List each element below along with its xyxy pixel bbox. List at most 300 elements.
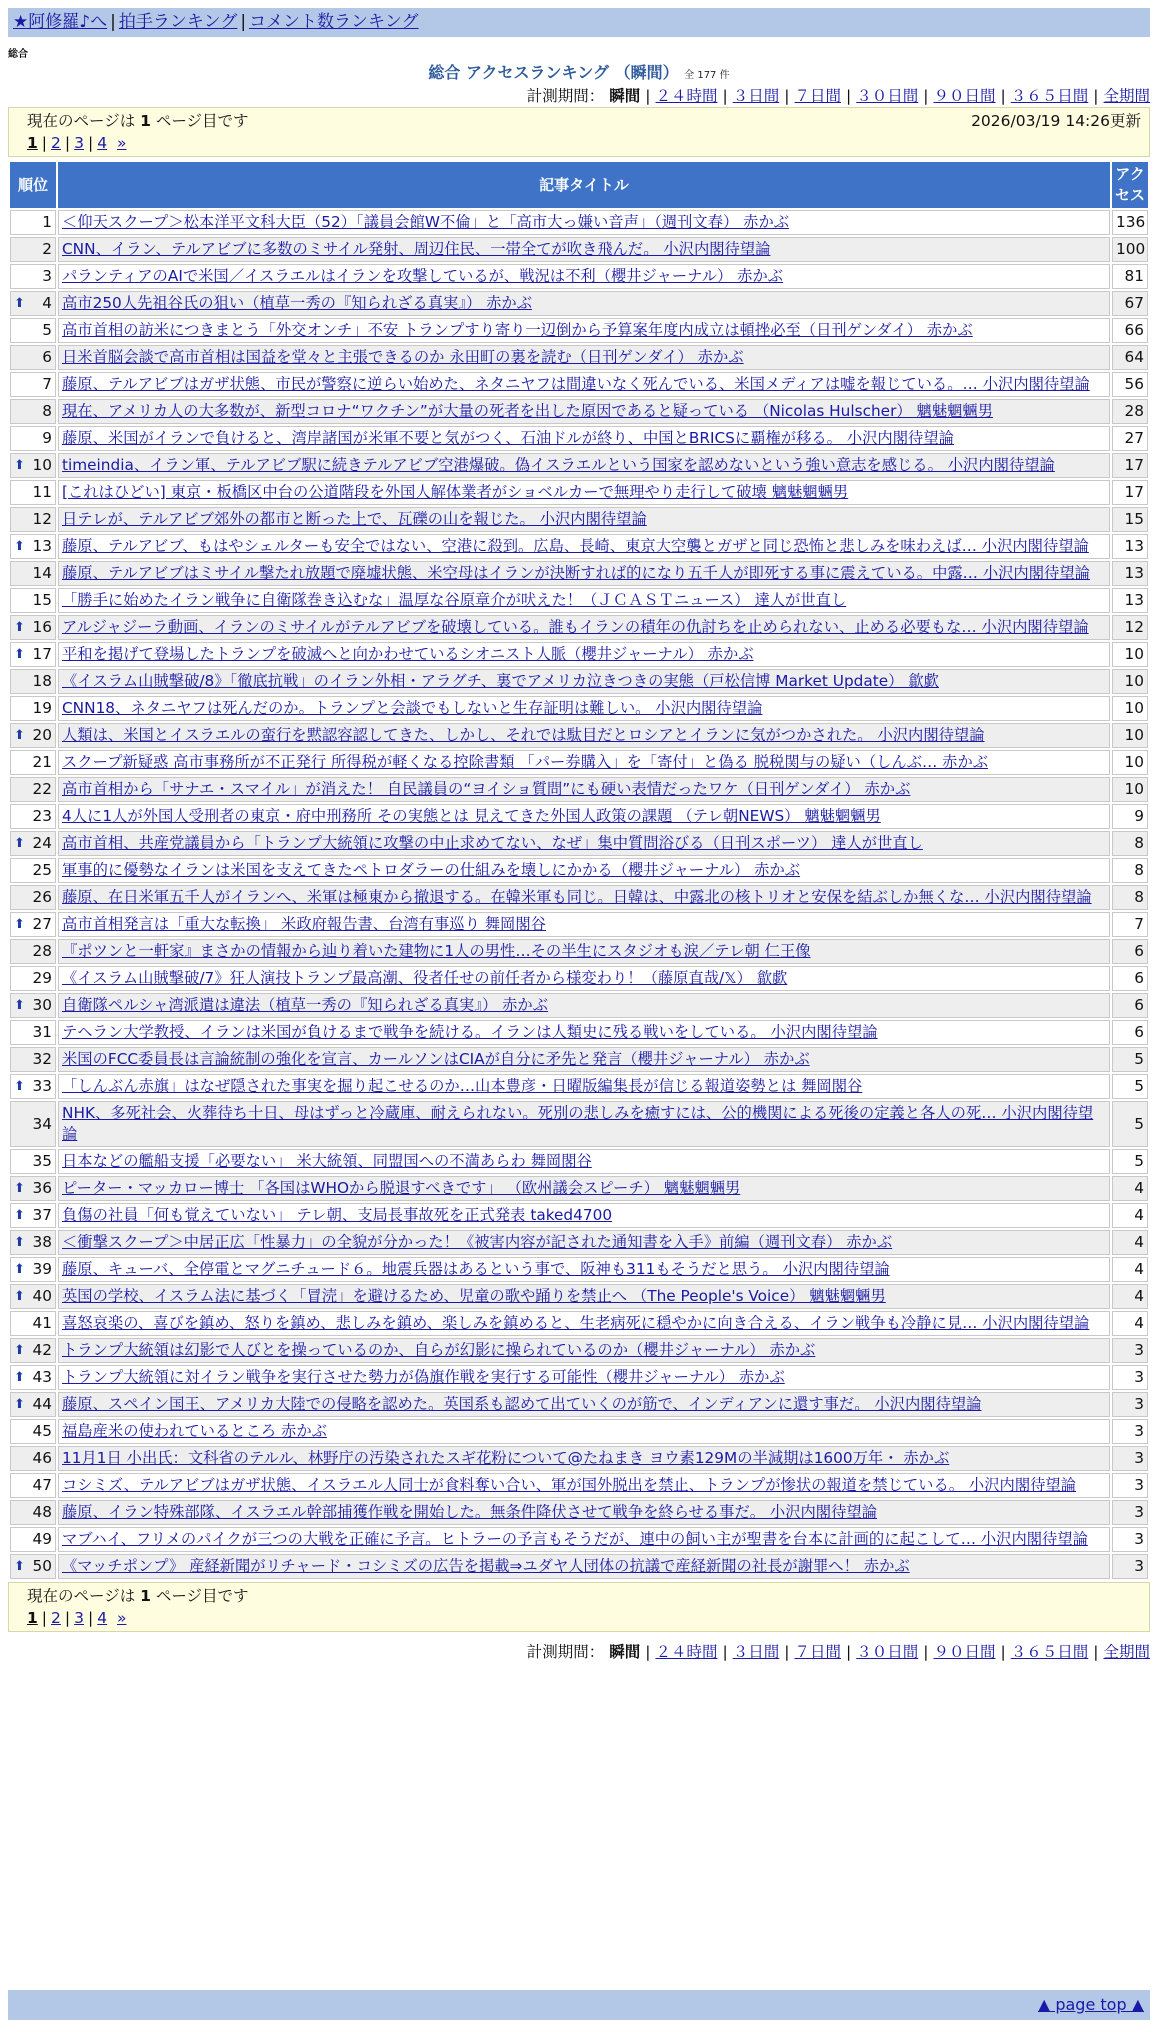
rank-number: 42 [32, 1341, 52, 1359]
rank-cell [10, 1176, 56, 1201]
ranking-title-text: 総合 アクセスランキング （瞬間） [428, 63, 679, 82]
article-link[interactable]: 《イスラム山賊撃破/7》狂人演技トランプ最高潮、役者任せの前任者から様変わり！（藤原直哉/𝕏） 歙歔 [62, 969, 788, 987]
article-link[interactable]: 《イスラム山賊撃破/8》「徹底抗戦」のイラン外相・アラグチ、裏でアメリカ泣きつきの実態（戸松信博 Market Update） 歙歔 [62, 672, 939, 690]
page-link-2[interactable]: 2 [51, 1609, 61, 1627]
article-link[interactable]: 高市首相、共産党議員から「トランプ大統領に攻撃の中止求めてない、なぜ」集中質問浴びる（日刊スポーツ） 達人が世直し [62, 834, 923, 852]
rank-number: 1 [42, 213, 52, 231]
article-link[interactable]: パランティアのAIで米国／イスラエルはイランを攻撃しているが、戦況は不利（櫻井ジャーナル） 赤かぶ [62, 267, 784, 285]
title-cell [58, 993, 1110, 1018]
title-cell [58, 777, 1110, 802]
access-count: 27 [1112, 426, 1148, 451]
rank-number: 36 [32, 1179, 52, 1197]
rank-number: 35 [32, 1152, 52, 1170]
title-cell [58, 1446, 1110, 1471]
rank-number: 38 [32, 1233, 52, 1251]
rank-number: 44 [32, 1395, 52, 1413]
table-row [10, 696, 1148, 721]
rank-cell [10, 1500, 56, 1525]
access-count: 100 [1112, 237, 1148, 262]
title-cell [58, 1101, 1110, 1147]
article-link[interactable]: トランプ大統領は幻影で人びとを操っているのか、自らが幻影に操られているのか（櫻井ジャーナル） 赤かぶ [62, 1341, 816, 1359]
period-link-all[interactable]: 全期間 [1103, 87, 1150, 105]
title-cell [58, 1149, 1110, 1174]
table-row [10, 1527, 1148, 1552]
rank-up-arrow-icon: ⬆ [14, 836, 25, 851]
table-row [10, 1473, 1148, 1498]
rank-number: 45 [32, 1422, 52, 1440]
article-link[interactable]: 日本などの艦船支援「必要ない」 米大統領、同盟国への不満あらわ 舞岡閣谷 [62, 1152, 592, 1170]
rank-cell [10, 588, 56, 613]
table-row [10, 993, 1148, 1018]
title-cell [58, 1554, 1110, 1579]
title-cell [58, 1257, 1110, 1282]
access-count: 5 [1112, 1074, 1148, 1099]
title-cell [58, 1311, 1110, 1336]
period-link-30d[interactable]: ３０日間 [856, 87, 919, 105]
rank-number: 11 [32, 483, 52, 501]
article-link[interactable]: 藤原、テルアビブはガザ状態、市民が警察に逆らい始めた、ネタニヤフは間違いなく死んでいる、米国メディアは嘘を報じている。… 小沢内閣待望論 [62, 375, 1090, 393]
period-label: 計測期間： [526, 87, 605, 105]
access-count: 64 [1112, 345, 1148, 370]
period-link-90d[interactable]: ９０日間 [933, 1643, 996, 1661]
page-link-3[interactable]: 3 [74, 134, 85, 152]
article-link[interactable]: スクープ新疑惑 高市事務所が不正発行 所得税が軽くなる控除書類 「パー券購入」を「寄付」と偽る 脱税関与の疑い（しんぶ… 赤かぶ [62, 753, 989, 771]
access-count: 17 [1112, 480, 1148, 505]
access-count: 8 [1112, 858, 1148, 883]
table-row [10, 1500, 1148, 1525]
rank-cell [10, 750, 56, 775]
period-link-365d[interactable]: ３６５日間 [1010, 1643, 1089, 1661]
table-row [10, 615, 1148, 640]
title-cell [58, 966, 1110, 991]
rank-cell [10, 1101, 56, 1147]
article-link[interactable]: 自衛隊ペルシャ湾派遣は違法（植草一秀の『知られざる真実』） 赤かぶ [62, 996, 549, 1014]
rank-cell [10, 507, 56, 532]
article-link[interactable]: ピーター・マッカロー博士 「各国はWHOから脱退すべきです」 （欧州議会スピーチ） 魑魅魍魎男 [62, 1179, 741, 1197]
period-link-all[interactable]: 全期間 [1103, 1643, 1150, 1661]
rank-number: 31 [32, 1023, 52, 1041]
article-link[interactable]: 『ポツンと一軒家』まさかの情報から辿り着いた建物に1人の男性…その半生にスタジオも涙／テレ朝 仁王像 [62, 942, 811, 960]
article-link[interactable]: 人類は、米国とイスラエルの蛮行を黙認容認してきた、しかし、それでは駄目だとロシアとイランに気がつかされた。 小沢内閣待望論 [62, 726, 985, 744]
rank-cell [10, 1257, 56, 1282]
rank-number: 49 [32, 1530, 52, 1548]
rank-number: 32 [32, 1050, 52, 1068]
article-link[interactable]: 「勝手に始めたイラン戦争に自衛隊巻き込むな」温厚な谷原章介が吠えた！（ＪＣＡＳＴニュース） 達人が世直し [62, 591, 847, 609]
category-label: 総合 [8, 49, 28, 60]
access-count: 12 [1112, 615, 1148, 640]
rank-number: 17 [32, 645, 52, 663]
period-link-3d[interactable]: ３日間 [732, 87, 780, 105]
rank-cell [10, 1149, 56, 1174]
title-cell [58, 750, 1110, 775]
pagination-bottom: 1 | 2 | 3 | 4 » [27, 1609, 127, 1627]
rank-cell [10, 993, 56, 1018]
rank-up-arrow-icon: ⬆ [14, 458, 25, 473]
access-count: 4 [1112, 1257, 1148, 1282]
article-link[interactable]: コシミズ、テルアビブはガザ状態、イスラエル人同士が食料奪い合い、軍が国外脱出を禁止、トランプが惨状の報道を禁じている。 小沢内閣待望論 [62, 1476, 1077, 1494]
nav-separator: | [240, 12, 247, 32]
article-link[interactable]: ＜仰天スクープ＞松本洋平文科大臣（52）「議員会館W不倫」と「高市大っ嫌い音声」（週刊文春） 赤かぶ [62, 213, 790, 231]
title-cell [58, 615, 1110, 640]
period-selector-top: 計測期間： 瞬間 | ２４時間 | ３日間 | ７日間 | ３０日間 | ９０日間 | ３６５日間 | 全期間 [526, 87, 1150, 105]
rank-number: 39 [32, 1260, 52, 1278]
article-link[interactable]: 日米首脳会談で高市首相は国益を堂々と主張できるのか 永田町の裏を読む（日刊ゲンダイ） 赤かぶ [62, 348, 744, 366]
article-link[interactable]: [これはひどい] 東京・板橋区中台の公道階段を外国人解体業者がショベルカーで無理やり走行して破壊 魑魅魍魎男 [62, 483, 849, 501]
rank-cell [10, 345, 56, 370]
period-label: 計測期間： [526, 1643, 605, 1661]
article-link[interactable]: 日テレが、テルアビブ郊外の都市と断った上で、瓦礫の山を報じた。 小沢内閣待望論 [62, 510, 647, 528]
article-link[interactable]: 藤原、キューバ、全停電とマグニチュード６。地震兵器はあるという事で、阪神も311もそうだと思う。 小沢内閣待望論 [62, 1260, 890, 1278]
table-row [10, 885, 1148, 910]
page-info-top [8, 107, 1150, 157]
period-link-7d[interactable]: ７日間 [794, 1643, 841, 1661]
article-link[interactable]: CNN、イラン、テルアビブに多数のミサイル発射、周辺住民、一帯全てが吹き飛んだ。 小沢内閣待望論 [62, 240, 771, 258]
access-count: 5 [1112, 1149, 1148, 1174]
table-row [10, 912, 1148, 937]
article-link[interactable]: ＜衝撃スクープ＞中居正広「性暴力」の全貌が分かった！《被害内容が記された通知書を入手》前編（週刊文春） 赤かぶ [62, 1233, 893, 1251]
article-link[interactable]: 高市首相の訪米につきまとう「外交オンチ」不安 トランプすり寄り一辺倒から予算案年度内成立は頓挫必至（日刊ゲンダイ） 赤かぶ [62, 321, 973, 339]
access-count: 8 [1112, 831, 1148, 856]
rank-cell [10, 696, 56, 721]
rank-up-arrow-icon: ⬆ [14, 620, 25, 635]
period-link-24h[interactable]: ２４時間 [655, 87, 718, 105]
rank-cell [10, 210, 56, 235]
title-cell [58, 1047, 1110, 1072]
title-cell [58, 1176, 1110, 1201]
rank-up-arrow-icon: ⬆ [14, 998, 25, 1013]
page-next-link[interactable]: » [116, 1609, 127, 1627]
rank-cell [10, 318, 56, 343]
rank-cell [10, 264, 56, 289]
rank-cell [10, 399, 56, 424]
rank-cell [10, 966, 56, 991]
rank-number: 7 [42, 375, 52, 393]
table-row [10, 480, 1148, 505]
rank-up-arrow-icon: ⬆ [14, 647, 25, 662]
rank-up-arrow-icon: ⬆ [14, 1343, 25, 1358]
title-cell [58, 723, 1110, 748]
period-link-365d[interactable]: ３６５日間 [1010, 87, 1089, 105]
title-cell [58, 1338, 1110, 1363]
article-link[interactable]: 米国のFCC委員長は言論統制の強化を宣言、カールソンはCIAが自分に矛先と発言（櫻井ジャーナル） 赤かぶ [62, 1050, 810, 1068]
article-link[interactable]: 軍事的に優勢なイランは米国を支えてきたペトロダラーの仕組みを壊しにかかる（櫻井ジャーナル） 赤かぶ [62, 861, 801, 879]
title-cell [58, 939, 1110, 964]
article-link[interactable]: 藤原、テルアビブはミサイル撃たれ放題で廃墟状態、米空母はイランが決断すれば的になり五千人が即死する事に震えている。中露… 小沢内閣待望論 [62, 564, 1090, 582]
title-header: 記事タイトル [58, 162, 1110, 208]
rank-number: 2 [42, 240, 52, 258]
table-row [10, 1338, 1148, 1363]
title-cell [58, 1230, 1110, 1255]
rank-number: 25 [32, 861, 52, 879]
access-count: 17 [1112, 453, 1148, 478]
nav-separator: | [110, 12, 116, 32]
article-link[interactable]: テヘラン大学教授、イランは米国が負けるまで戦争を続ける。イランは人類史に残る戦いをしている。 小沢内閣待望論 [62, 1023, 878, 1041]
rank-cell [10, 1446, 56, 1471]
page-info-bottom [8, 1582, 1150, 1632]
access-count: 10 [1112, 777, 1148, 802]
table-row [10, 237, 1148, 262]
rank-number: 41 [32, 1314, 52, 1332]
table-row [10, 588, 1148, 613]
rank-cell [10, 1473, 56, 1498]
rank-cell [10, 939, 56, 964]
rank-up-arrow-icon: ⬆ [14, 1397, 25, 1412]
access-count: 6 [1112, 1020, 1148, 1045]
article-link[interactable]: 高市首相から「サナエ・スマイル」が消えた！ 自民議員の“ヨイショ質問”にも硬い表情だったワケ（日刊ゲンダイ） 赤かぶ [62, 780, 911, 798]
access-count: 3 [1112, 1473, 1148, 1498]
table-row [10, 291, 1148, 316]
period-selector-bottom: 計測期間： 瞬間 | ２４時間 | ３日間 | ７日間 | ３０日間 | ９０日間 | ３６５日間 | 全期間 [526, 1643, 1150, 1661]
rank-cell [10, 912, 56, 937]
table-row [10, 750, 1148, 775]
page-current: 1 [27, 1609, 38, 1627]
page-status-text-bottom: 現在のページは 1 ページ目です [27, 1587, 249, 1605]
rank-number: 37 [32, 1206, 52, 1224]
title-cell [58, 534, 1110, 559]
rank-up-arrow-icon: ⬆ [14, 1289, 25, 1304]
page-title [0, 60, 1158, 83]
rank-up-arrow-icon: ⬆ [14, 1370, 25, 1385]
rank-cell [10, 777, 56, 802]
title-cell [58, 480, 1110, 505]
article-link[interactable]: 11月1日 小出氏：文科省のテルル、林野庁の汚染されたスギ花粉について@たねまき ヨウ素129Mの半減期は1600万年・ 赤かぶ [62, 1449, 950, 1467]
access-count: 10 [1112, 723, 1148, 748]
rank-number: 48 [32, 1503, 52, 1521]
rank-cell [10, 480, 56, 505]
article-link[interactable]: トランプ大統領に対イラン戦争を実行させた勢力が偽旗作戦を実行する可能性（櫻井ジャーナル） 赤かぶ [62, 1368, 785, 1386]
table-row [10, 1284, 1148, 1309]
article-link[interactable]: 「しんぶん赤旗」はなぜ隠された事実を掘り起こせるのか…山本豊彦・日曜版編集長が信じる報道姿勢とは 舞岡閣谷 [62, 1077, 863, 1095]
rank-cell [10, 237, 56, 262]
page-next-link[interactable]: » [116, 134, 127, 152]
rank-number: 43 [32, 1368, 52, 1386]
title-cell [58, 1203, 1110, 1228]
article-link[interactable]: 負傷の社員「何も覚えていない」 テレ朝、支局長事故死を正式発表 taked4700 [62, 1206, 613, 1224]
access-count: 13 [1112, 561, 1148, 586]
access-count: 7 [1112, 912, 1148, 937]
rank-up-arrow-icon: ⬆ [14, 296, 25, 311]
table-row [10, 642, 1148, 667]
rank-number: 18 [32, 672, 52, 690]
rank-number: 28 [32, 942, 52, 960]
rank-number: 23 [32, 807, 52, 825]
title-cell [58, 1419, 1110, 1444]
rank-up-arrow-icon: ⬆ [14, 1208, 25, 1223]
table-row [10, 1074, 1148, 1099]
rank-cell [10, 858, 56, 883]
rank-cell [10, 723, 56, 748]
clap-ranking-link[interactable]: 拍手ランキング [118, 12, 238, 32]
ranking-body [10, 210, 1148, 1579]
table-row [10, 1311, 1148, 1336]
table-row [10, 858, 1148, 883]
rank-cell [10, 1554, 56, 1579]
rank-number: 15 [32, 591, 52, 609]
access-count: 4 [1112, 1203, 1148, 1228]
table-row [10, 210, 1148, 235]
title-cell [58, 642, 1110, 667]
rank-number: 29 [32, 969, 52, 987]
title-cell [58, 669, 1110, 694]
title-cell [58, 1365, 1110, 1390]
access-header: アクセス [1112, 162, 1148, 208]
rank-cell [10, 669, 56, 694]
rank-number: 47 [32, 1476, 52, 1494]
rank-cell [10, 831, 56, 856]
article-link[interactable]: timeindia、イラン軍、テルアビブ駅に続きテルアビブ空港爆破。偽イスラエルという国家を認めないという強い意志を感じる。 小沢内閣待望論 [62, 456, 1055, 474]
table-row [10, 1554, 1148, 1579]
title-cell [58, 453, 1110, 478]
article-link[interactable]: NHK、多死社会、火葬待ち十日、母はずっと冷蔵庫、耐えられない。死別の悲しみを癒すには、公的機関による死後の定義と各人の死… 小沢内閣待望論 [62, 1104, 1094, 1143]
article-link[interactable]: 《マッチポンプ》 産経新聞がリチャード・コシミズの広告を掲載⇒ユダヤ人団体の抗議で産経新聞の社長が謝罪へ！ 赤かぶ [62, 1557, 910, 1575]
access-count: 136 [1112, 210, 1148, 235]
comment-ranking-link[interactable]: コメント数ランキング [249, 12, 419, 32]
table-row [10, 777, 1148, 802]
rank-cell [10, 1284, 56, 1309]
page-link-2[interactable]: 2 [51, 134, 61, 152]
access-count: 66 [1112, 318, 1148, 343]
period-link-90d[interactable]: ９０日間 [933, 87, 996, 105]
access-count: 4 [1112, 1230, 1148, 1255]
article-link[interactable]: マブハイ、フリメのパイクが三つの大戦を正確に予言。ヒトラーの予言もそうだが、連中の飼い主が聖書を台本に計画的に起こして… 小沢内閣待望論 [62, 1530, 1088, 1548]
rank-number: 6 [42, 348, 52, 366]
article-link[interactable]: 現在、アメリカ人の大多数が、新型コロナ“ワクチン”が大量の死者を出した原因であると疑っている （Nicolas Hulscher） 魑魅魍魎男 [62, 402, 994, 420]
article-link[interactable]: 高市首相発言は「重大な転換」 米政府報告書、台湾有事巡り 舞岡閣谷 [62, 915, 546, 933]
title-cell [58, 1074, 1110, 1099]
rank-up-arrow-icon: ⬆ [14, 1079, 25, 1094]
article-link[interactable]: 藤原、イラン特殊部隊、イスラエル幹部捕獲作戦を開始した。無条件降伏させて戦争を終らせる事だ。 小沢内閣待望論 [62, 1503, 877, 1521]
rank-cell [10, 453, 56, 478]
article-link[interactable]: 藤原、テルアビブ、もはやシェルターも安全ではない、空港に殺到。広島、長崎、東京大空襲とガザと同じ恐怖と悲しみを味わえば… 小沢内閣待望論 [62, 537, 1089, 555]
access-count: 6 [1112, 993, 1148, 1018]
table-row [10, 1020, 1148, 1045]
title-cell [58, 507, 1110, 532]
table-row [10, 804, 1148, 829]
article-link[interactable]: 藤原、在日米軍五千人がイランへ、米軍は極東から撤退する。在韓米軍も同じ。日韓は、中露北の核トリオと安保を結ぶしか無くな… 小沢内閣待望論 [62, 888, 1092, 906]
title-cell [58, 399, 1110, 424]
title-cell [58, 1020, 1110, 1045]
title-cell [58, 561, 1110, 586]
access-count: 4 [1112, 1284, 1148, 1309]
article-link[interactable]: CNN18、ネタニヤフは死んだのか。トランプと会談でもしないと生存証明は難しい。 小沢内閣待望論 [62, 699, 763, 717]
table-row [10, 372, 1148, 397]
access-count: 28 [1112, 399, 1148, 424]
rank-number: 16 [32, 618, 52, 636]
page-link-4[interactable]: 4 [97, 134, 108, 152]
rank-up-arrow-icon: ⬆ [14, 728, 25, 743]
page-top-link[interactable]: ▲ page top ▲ [1037, 1995, 1144, 2014]
rank-cell [10, 291, 56, 316]
access-count: 5 [1112, 1047, 1148, 1072]
table-row [10, 345, 1148, 370]
rank-number: 19 [32, 699, 52, 717]
table-row [10, 1365, 1148, 1390]
table-row [10, 1230, 1148, 1255]
rank-cell [10, 804, 56, 829]
title-cell [58, 372, 1110, 397]
article-link[interactable]: 藤原、米国がイランで負けると、湾岸諸国が米軍不要と気がつく、石油ドルが終り、中国とBRICSに覇権が移る。 小沢内閣待望論 [62, 429, 954, 447]
article-link[interactable]: 4人に1人が外国人受刑者の東京・府中刑務所 その実態とは 見えてきた外国人政策の課題 （テレ朝NEWS） 魑魅魍魎男 [62, 807, 881, 825]
rank-up-arrow-icon: ⬆ [14, 539, 25, 554]
table-row [10, 1101, 1148, 1147]
rank-number: 50 [32, 1557, 52, 1575]
period-link-7d[interactable]: ７日間 [794, 87, 841, 105]
page-link-4[interactable]: 4 [97, 1609, 108, 1627]
rank-cell [10, 1230, 56, 1255]
rank-cell [10, 1527, 56, 1552]
access-count: 56 [1112, 372, 1148, 397]
access-count: 13 [1112, 534, 1148, 559]
ranking-table [8, 160, 1150, 1581]
article-link[interactable]: 平和を掲げて登場したトランプを破滅へと向かわせているシオニスト人脈（櫻井ジャーナル） 赤かぶ [62, 645, 754, 663]
rank-cell [10, 1365, 56, 1390]
title-cell [58, 318, 1110, 343]
rank-cell [10, 1392, 56, 1417]
page-status-text: 現在のページは 1 ページ目です [27, 112, 249, 130]
article-link[interactable]: 高市250人先祖谷氏の狙い（植草一秀の『知られざる真実』） 赤かぶ [62, 294, 533, 312]
title-cell [58, 831, 1110, 856]
rank-cell [10, 642, 56, 667]
rank-number: 5 [42, 321, 52, 339]
title-cell [58, 858, 1110, 883]
rank-cell [10, 1311, 56, 1336]
table-header-row [10, 162, 1148, 208]
access-count: 9 [1112, 804, 1148, 829]
title-cell [58, 291, 1110, 316]
period-link-24h[interactable]: ２４時間 [655, 1643, 718, 1661]
table-row [10, 669, 1148, 694]
table-row [10, 1446, 1148, 1471]
article-link[interactable]: 福島産米の使われているところ 赤かぶ [62, 1422, 327, 1440]
rank-up-arrow-icon: ⬆ [14, 1559, 25, 1574]
article-link[interactable]: アルジャジーラ動画、イランのミサイルがテルアビブを破壊している。誰もイランの積年の仇討ちを止められない、止める必要もな… 小沢内閣待望論 [62, 618, 1089, 636]
top-nav-bar [8, 8, 1150, 37]
access-count: 3 [1112, 1527, 1148, 1552]
rank-cell [10, 1419, 56, 1444]
period-current: 瞬間 [609, 1643, 641, 1661]
title-cell [58, 345, 1110, 370]
rank-number: 30 [32, 996, 52, 1014]
rank-cell [10, 885, 56, 910]
rank-up-arrow-icon: ⬆ [14, 1262, 25, 1277]
rank-up-arrow-icon: ⬆ [14, 917, 25, 932]
title-cell [58, 1473, 1110, 1498]
table-row [10, 1176, 1148, 1201]
period-link-30d[interactable]: ３０日間 [856, 1643, 919, 1661]
rank-number: 13 [32, 537, 52, 555]
table-row [10, 1257, 1148, 1282]
period-link-3d[interactable]: ３日間 [732, 1643, 780, 1661]
access-count: 10 [1112, 696, 1148, 721]
home-link[interactable]: ★阿修羅♪へ [13, 12, 108, 32]
rank-cell [10, 1047, 56, 1072]
access-count: 3 [1112, 1419, 1148, 1444]
rank-cell [10, 534, 56, 559]
article-link[interactable]: 喜怒哀楽の、喜びを鎮め、怒りを鎮め、悲しみを鎮め、楽しみを鎮めると、生老病死に穏やかに向き合える、イラン戦争も冷静に見… 小沢内閣待望論 [62, 1314, 1090, 1332]
access-count: 6 [1112, 939, 1148, 964]
page-link-3[interactable]: 3 [74, 1609, 85, 1627]
title-cell [58, 264, 1110, 289]
table-row [10, 453, 1148, 478]
access-count: 3 [1112, 1392, 1148, 1417]
table-row [10, 1203, 1148, 1228]
rank-number: 21 [32, 753, 52, 771]
access-count: 81 [1112, 264, 1148, 289]
table-row [10, 1419, 1148, 1444]
article-link[interactable]: 英国の学校、イスラム法に基づく「冒涜」を避けるため、児童の歌や踊りを禁止へ （The People's Voice） 魑魅魍魎男 [62, 1287, 886, 1305]
rank-number: 8 [42, 402, 52, 420]
article-link[interactable]: 藤原、スペイン国王、アメリカ大陸での侵略を認めた。英国系も認めて出ていくのが筋で、インディアンに還す事だ。 小沢内閣待望論 [62, 1395, 982, 1413]
